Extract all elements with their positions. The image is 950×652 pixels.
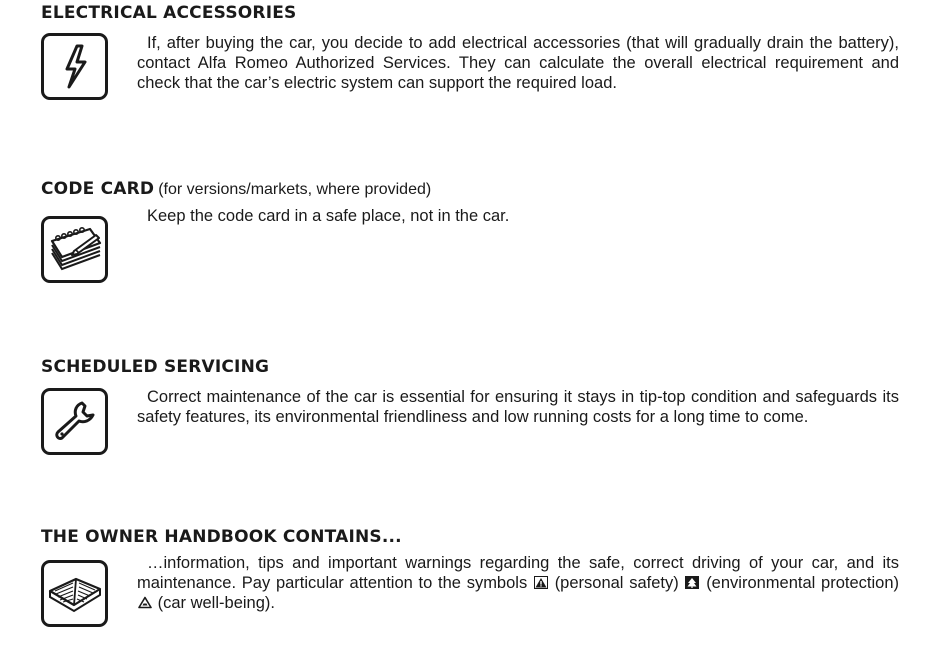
section-owner-handbook	[41, 527, 901, 612]
section-body	[137, 33, 899, 93]
car-well-being-icon	[138, 596, 152, 609]
section-heading	[41, 527, 901, 547]
heading-note: (for versions/markets, where provided)	[158, 181, 432, 198]
lightning-bolt-icon	[41, 33, 108, 100]
body-text	[137, 553, 899, 613]
heading-text: THE OWNER HANDBOOK CONTAINS...	[41, 527, 402, 547]
section-body	[137, 387, 899, 427]
section-code-card	[41, 179, 901, 225]
body-text-part1: …information, tips and important warnings regarding the safe, correct driving of your car, and its maintenance. Pay particular attention to the symbols	[137, 554, 899, 592]
body-text-part4: (car well-being).	[157, 594, 275, 612]
section-heading	[41, 357, 901, 377]
environmental-protection-icon	[685, 576, 699, 589]
body-text-part2: (personal safety)	[554, 574, 679, 592]
personal-safety-warning-icon	[534, 576, 548, 589]
section-heading	[41, 3, 901, 23]
open-book-icon	[41, 560, 108, 627]
section-scheduled-servicing	[41, 357, 901, 426]
body-text: Correct maintenance of the car is essential for ensuring it stays in tip-top condition and safeguards its safety features, its environmental friendliness and low running costs for a long time to come.	[137, 388, 899, 426]
section-body	[137, 206, 899, 226]
body-text: Keep the code card in a safe place, not in the car.	[147, 207, 510, 225]
heading-text: SCHEDULED SERVICING	[41, 357, 270, 377]
code-card-notebook-icon	[41, 216, 108, 283]
heading-text: ELECTRICAL ACCESSORIES	[41, 3, 297, 23]
heading-text: CODE CARD	[41, 179, 155, 199]
body-text-part3: (environmental protection)	[706, 574, 900, 592]
body-text: If, after buying the car, you decide to add electrical accessories (that will gradually drain the battery), contact Alfa Romeo Authorized Services. They can calculate the overall electrical requirement and check that the car’s electric system can support the required load.	[137, 34, 899, 92]
section-heading	[41, 179, 901, 200]
section-body	[137, 553, 899, 613]
section-electrical-accessories	[41, 3, 901, 92]
wrench-icon	[41, 388, 108, 455]
